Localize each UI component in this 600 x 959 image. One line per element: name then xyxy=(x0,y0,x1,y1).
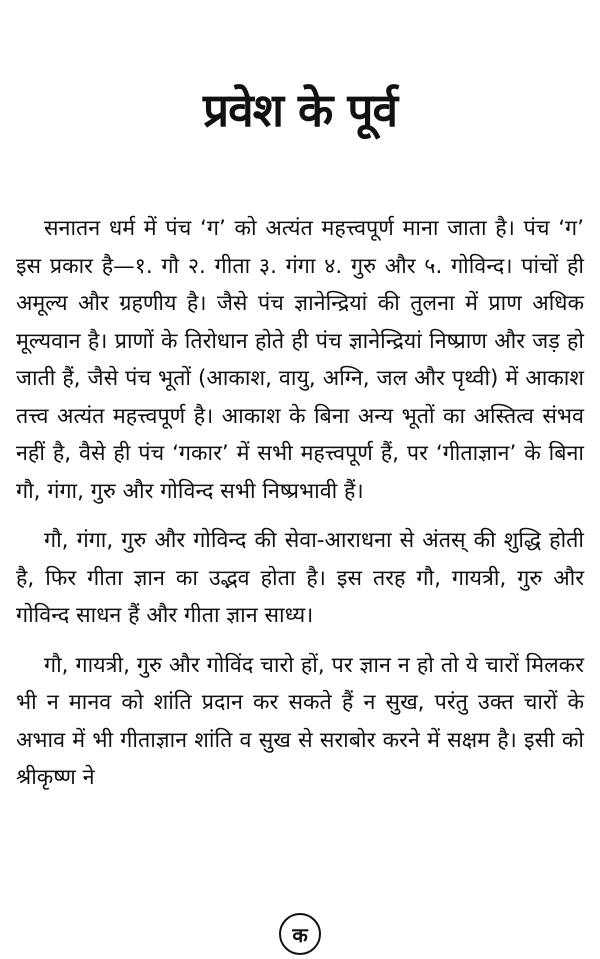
page-number: क xyxy=(279,913,321,955)
body-text xyxy=(16,210,584,809)
paragraph-3: गौ, गायत्री, गुरु और गोविंद चारो हों, पर ज्ञान न हो तो ये चारों मिलकर भी न मानव को शांति प्रदान कर सकते हैं न सुख, परंतु उक्त चारों के अभाव में भी गीताज्ञान शांति व सुख से सराबोर करने में सक्षम है। इसी को श्रीकृष्ण ने xyxy=(16,652,584,790)
page-title: प्रवेश के पूर्व xyxy=(202,83,398,137)
paragraph-1: सनातन धर्म में पंच ‘ग’ को अत्यंत महत्त्वपूर्ण माना जाता है। पंच ‘ग’ इस प्रकार है—१. गौ २. गीता ३. गंगा ४. गुरु और ५. गोविन्द। पांचों ही अमूल्य और ग्रहणीय है। जैसे पंच ज्ञानेन्द्रियां की तुलना में प्राण अधिक मूल्यवान है। प्राणों के तिरोधान होते ही पंच ज्ञानेन्द्रियां निष्प्राण और जड़ हो जाती हैं, जैसे पंच भूतों (आकाश, वायु, अग्नि, जल और पृथ्वी) में आकाश तत्त्व अत्यंत महत्त्वपूर्ण है। आकाश के बिना अन्य भूतों का अस्तित्व संभव नहीं है, वैसे ही पंच ‘गकार’ में सभी महत्त्वपूर्ण हैं, पर ‘गीताज्ञान’ के बिना गौ, गंगा, गुरु और गोविन्द सभी निष्प्रभावी हैं। xyxy=(16,216,584,504)
paragraph-2: गौ, गंगा, गुरु और गोविन्द की सेवा-आराधना से अंतस् की शुद्धि होती है, फिर गीता ज्ञान का उद्भव होता है। इस तरह गौ, गायत्री, गुरु और गोविन्द साधन हैं और गीता ज्ञान साध्य। xyxy=(16,528,584,628)
